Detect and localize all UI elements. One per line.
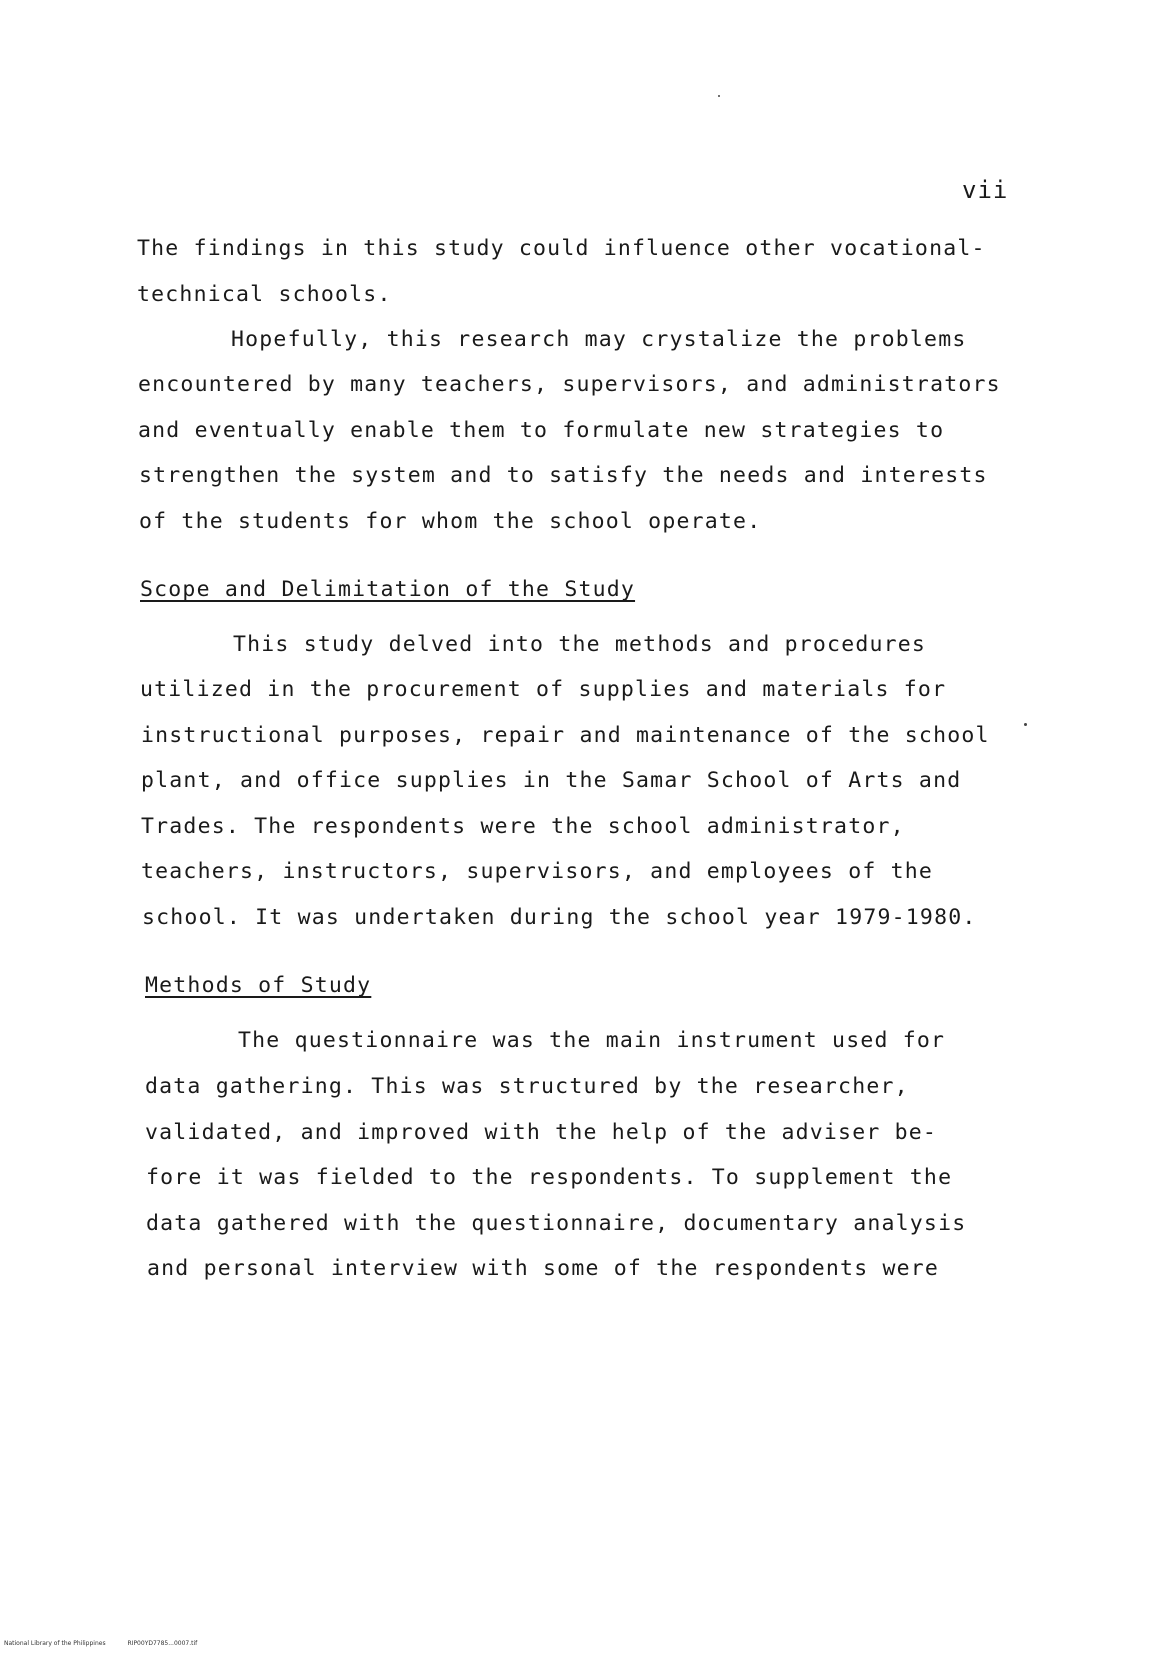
scope-line: teachers, instructors, supervisors, and employees of the: [141, 859, 934, 884]
section-heading-methods: Methods of Study: [145, 973, 372, 998]
body-line: The findings in this study could influence other vocational-: [137, 236, 986, 261]
section-heading-scope: Scope and Delimitation of the Study: [140, 577, 636, 602]
scope-line: plant, and office supplies in the Samar School of Arts and: [141, 768, 962, 793]
body-line: strengthen the system and to satisfy the needs and interests: [139, 463, 988, 488]
methods-line: fore it was fielded to the respondents. To supplement the: [146, 1165, 953, 1190]
scope-line: utilized in the procurement of supplies and materials for: [140, 677, 947, 702]
body-line: and eventually enable them to formulate new strategies to: [138, 418, 945, 443]
methods-line: validated, and improved with the help of the adviser be-: [145, 1120, 938, 1145]
methods-line: data gathering. This was structured by the researcher,: [145, 1074, 909, 1099]
methods-line: data gathered with the questionnaire, documentary analysis: [146, 1211, 967, 1236]
body-line: Hopefully, this research may crystalize the problems: [231, 327, 967, 352]
footer-library: National Library of the Philippines: [4, 1640, 106, 1647]
scope-line: Trades. The respondents were the school administrator,: [141, 814, 905, 839]
scope-line: school. It was undertaken during the school year 1979-1980.: [142, 905, 977, 930]
scan-speck: [1024, 723, 1027, 726]
scope-line: instructional purposes, repair and maintenance of the school: [141, 723, 990, 748]
scope-line: This study delved into the methods and procedures: [233, 632, 927, 657]
methods-line: The questionnaire was the main instrument used for: [238, 1028, 946, 1053]
scan-speck: [718, 95, 720, 97]
body-line: of the students for whom the school operate.: [139, 509, 762, 534]
body-line: technical schools.: [137, 282, 392, 307]
footer: [4, 1640, 217, 1647]
page-number: vii: [962, 176, 1009, 204]
methods-line: and personal interview with some of the respondents were: [147, 1256, 940, 1281]
footer-file: RIP00YD7785...0007.tif: [127, 1640, 198, 1647]
body-line: encountered by many teachers, supervisors, and administrators: [138, 372, 1001, 397]
